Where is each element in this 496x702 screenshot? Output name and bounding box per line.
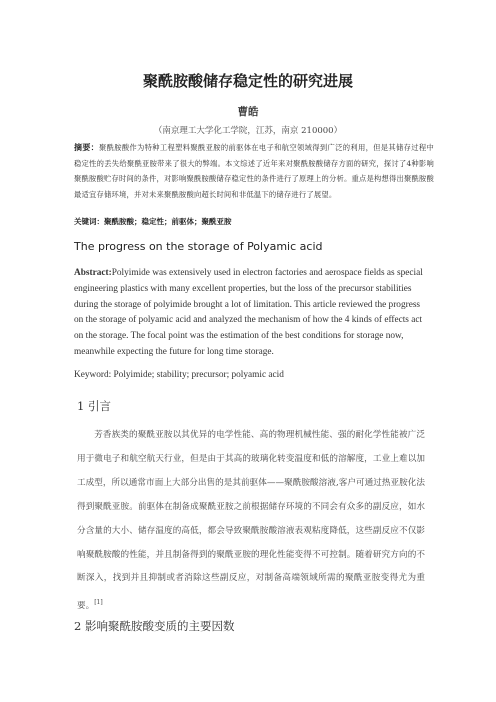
section-2-heading: 2 影响聚酰胺酸变质的主要因数 (74, 619, 235, 633)
keywords-english: Keyword: Polyimide; stability; precursor; polyamic acid (74, 370, 284, 380)
abstract-cn-text: 聚酰胺酸作为特种工程塑料聚酰亚胺的前驱体在电子和航空领域得到广泛的利用，但是其储存过程中稳定性的丢失给聚酰亚胺带来了很大的弊端。本文综述了近年来对聚酰胺酸储存方面的研究，探讨了4种影响聚酰胺酸贮存时间的条件，对影响聚酰胺酸储存稳定性的条件进行了原理上的分析。重点是构想得出聚酰胺酸最适宜存储环境，并对未来聚酰胺酸向超长时间和非低温下的储存进行了展望。 (74, 143, 434, 199)
section-1-body (77, 424, 425, 619)
abstract-en-text: Polyimide was extensively used in electron factories and aerospace fields as special engineering plastics with many excellent properties, but the loss of the precursor stabilities during the storage of polyimide brought a lot of limitation. This article reviewed the progress on the storage of polyamic acid and analyzed the mechanism of how the 4 kinds of effects act on the storage. The focal point was the estimation of the best conditions for storage now, meanwhile expecting the future for long time storage. (74, 268, 423, 357)
abstract-cn-label: 摘要： (74, 143, 99, 152)
abstract-en-label: Abstract: (74, 268, 112, 278)
abstract-english (74, 266, 430, 361)
author-name: 曹皓 (237, 106, 259, 118)
abstract-chinese (74, 140, 434, 202)
section-1-heading: 1 引言 (77, 399, 111, 413)
citation-marker: [1] (94, 599, 103, 607)
author-affiliation: （南京理工大学化工学院，江苏，南京 210000） (153, 126, 343, 136)
paper-title: 聚酰胺酸储存稳定性的研究进展 (142, 72, 353, 90)
english-title: The progress on the storage of Polyamic acid (74, 240, 323, 253)
keywords-chinese: 关键词：聚酰胺酸；稳定性；前驱体；聚酰亚胺 (74, 217, 232, 226)
section-1-text: 芳香族类的聚酰亚胺以其优异的电学性能、高的物理机械性能、强的耐化学性能被广泛用于微电子和航空航天行业，但是由于其高的玻璃化转变温度和低的溶解度，工业上难以加工成型，所以通常市面上大部分出售的是其前驱体——聚酰胺酸溶液,客户可通过热亚胺化法得到聚酰亚胺。前驱体在制备成聚酰亚胺之前根据储存环境的不同会有众多的副反应，如水分含量的大小、储存温度的高低，都会导致聚酰胺酸溶液表观粘度降低，这些副反应不仅影响聚酰胺酸的性能，并且制备得到的聚酰亚胺的理化性能变得不可控制。随着研究方向的不断深入，找到并且抑制或者消除这些副反应，对制备高端领域所需的聚酰亚胺变得尤为重要。 (77, 430, 425, 612)
